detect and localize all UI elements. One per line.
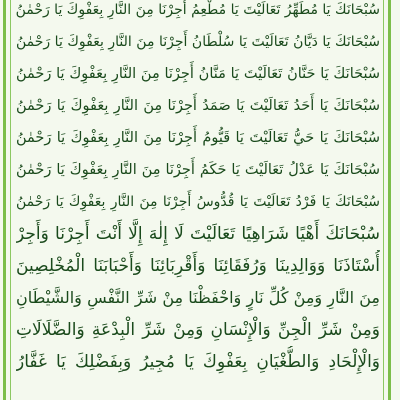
text-line: سُبْحَانَكَ يَا دَيَّانُ تَعَالَيْتَ يَا سُلْطَانُ أَجِرْنَا مِنَ النَّارِ بِعَفْوِكَ يَا رَحْمٰنُ — [16, 34, 380, 50]
text-line: سُبْحَانَكَ يَا فَرْدُ تَعَالَيْتَ يَا قُدُّوسُ أَجِرْنَا مِنَ النَّارِ بِعَفْوِكَ يَا رَحْمٰنُ — [16, 194, 380, 210]
prayer-text — [16, 0, 380, 378]
text-line: سُبْحَانَكَ أَهْيًا شَرَاهِيًا تَعَالَيْتَ لَا إِلٰهَ إِلَّا أَنْتَ أَجِرْنَا وَأَجِرْ — [16, 224, 380, 244]
text-line: سُبْحَانَكَ يَا عَدْلُ تَعَالَيْتَ يَا حَكَمُ أَجِرْنَا مِنَ النَّارِ بِعَفْوِكَ يَا رَحْمٰنُ — [16, 162, 380, 178]
text-line: سُبْحَانَكَ يَا حَيُّ تَعَالَيْتَ يَا قَيُّومُ أَجِرْنَا مِنَ النَّارِ بِعَفْوِكَ يَا رَحْمٰنُ — [16, 130, 380, 146]
text-line: مِنَ النَّارِ وَمِنْ كُلِّ نَارٍ وَاحْفَظْنَا مِنْ شَرِّ النَّفْسِ وَالشَّيْطَانِ — [16, 288, 380, 307]
text-line: سُبْحَانَكَ يَا أَحَدُ تَعَالَيْتَ يَا صَمَدُ أَجِرْنَا مِنَ النَّارِ بِعَفْوِكَ يَا رَحْمٰنُ — [16, 98, 380, 114]
text-line: أُسْتَاذَنَا وَوَالِدِينَا وَرُفَقَائِنَا وَأَقْرِبَائِنَا وَأَحْبَابَنَا الْمُخْلِصِينَ — [16, 256, 380, 276]
text-line: وَالْإِلْحَادِ وَالطُّغْيَانِ بِعَفْوِكَ يَا مُجِيرُ وَبِفَضْلِكَ يَا غَفَّارُ — [16, 352, 380, 372]
text-line: سُبْحَانَكَ يَا مُطَهِّرُ تَعَالَيْتَ يَا مُطْعِمُ أَجِرْنَا مِنَ النَّارِ بِعَفْوِكَ يَا رَحْمٰنُ — [16, 2, 380, 18]
text-line: وَمِنْ شَرِّ الْجِنِّ وَالْإِنْسَانِ وَمِنْ شَرِّ الْبِدْعَةِ وَالضَّلَالَاتِ — [16, 320, 380, 340]
text-line: سُبْحَانَكَ يَا حَنَّانُ تَعَالَيْتَ يَا مَنَّانُ أَجِرْنَا مِنَ النَّارِ بِعَفْوِكَ يَا رَحْمٰنُ — [16, 66, 380, 82]
